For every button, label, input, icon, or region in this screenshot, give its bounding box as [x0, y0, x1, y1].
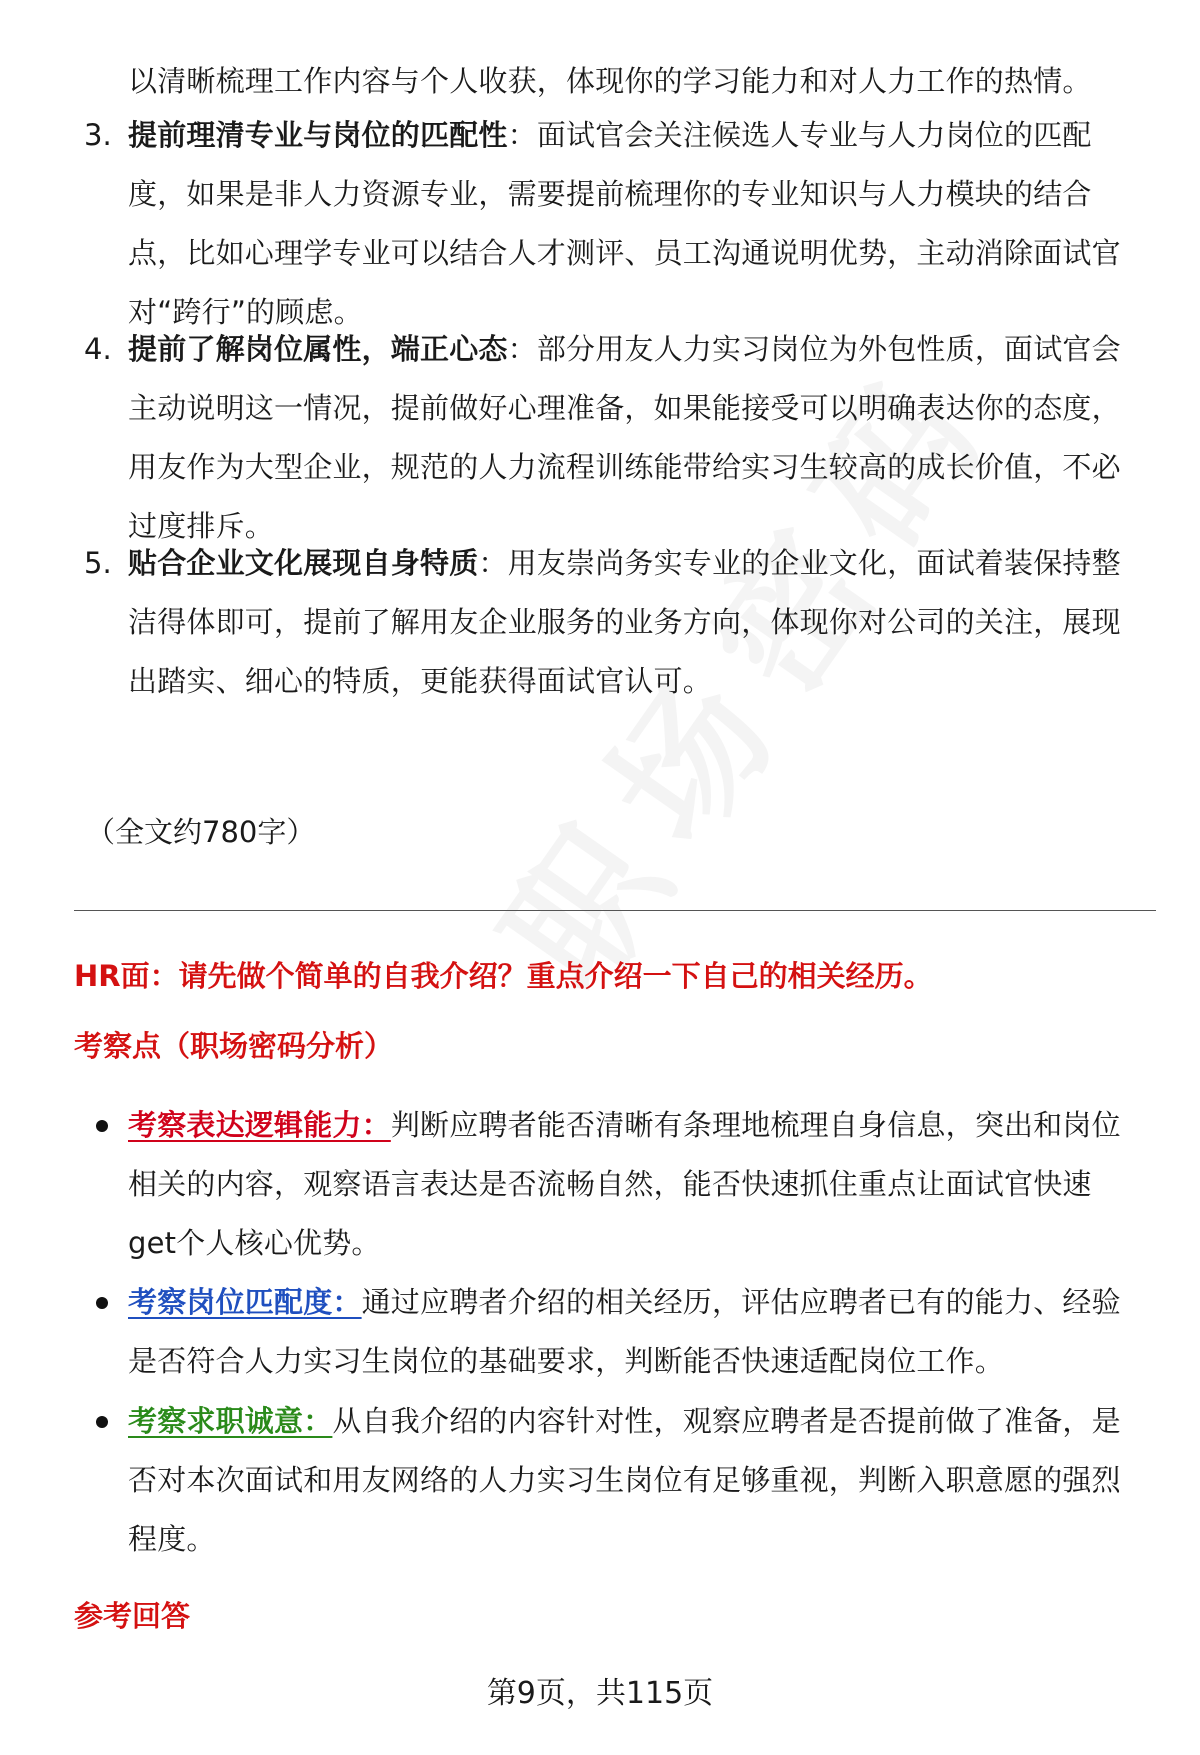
- list-number: 4.: [84, 332, 112, 366]
- answer-heading: 参考回答: [74, 1599, 191, 1633]
- page-footer: 第9页，共115页: [486, 1676, 714, 1711]
- list-item-3: 提前理清专业与岗位的匹配性：面试官会关注候选人专业与人力岗位的匹配 度，如果是非人力资源专业，需要提前梳理你的专业知识与人力模块的结合 点，比如心理学专业可以结合人才测评、员工沟通说明优势，主动消除面试官 对“跨行”的顾虑。: [128, 118, 1121, 329]
- bullet-dot: [96, 1416, 108, 1428]
- list-item-title: 提前了解岗位属性，端正心态: [128, 332, 508, 366]
- list-number: 5.: [84, 546, 112, 580]
- list-item-title: 提前理清专业与岗位的匹配性: [128, 118, 508, 152]
- bullet-dot: [96, 1120, 108, 1132]
- hr-question-heading: HR面：请先做个简单的自我介绍？重点介绍一下自己的相关经历。: [74, 959, 933, 993]
- bullet-label: 考察求职诚意：: [128, 1404, 333, 1438]
- word-count-note: （全文约780字）: [86, 815, 316, 849]
- bullet-dot: [96, 1297, 108, 1309]
- bullet-item: 考察表达逻辑能力：判断应聘者能否清晰有条理地梳理自身信息，突出和岗位 相关的内容，观察语言表达是否流畅自然，能否快速抓住重点让面试官快速 get个人核心优势。: [128, 1108, 1121, 1260]
- bullet-item: 考察求职诚意：从自我介绍的内容针对性，观察应聘者是否提前做了准备，是 否对本次面试和用友网络的人力实习生岗位有足够重视，判断入职意愿的强烈 程度。: [128, 1404, 1121, 1556]
- paragraph-continuation: 以清晰梳理工作内容与个人收获，体现你的学习能力和对人力工作的热情。: [128, 64, 1092, 98]
- list-item-5: 贴合企业文化展现自身特质：用友崇尚务实专业的企业文化，面试着装保持整 洁得体即可，提前了解用友企业服务的业务方向，体现你对公司的关注，展现 出踏实、细心的特质，更能获得面试官认可。: [128, 546, 1121, 698]
- section-divider: [74, 910, 1156, 911]
- bullet-item: 考察岗位匹配度：通过应聘者介绍的相关经历，评估应聘者已有的能力、经验 是否符合人力实习生岗位的基础要求，判断能否快速适配岗位工作。: [128, 1285, 1121, 1378]
- list-item-title: 贴合企业文化展现自身特质: [128, 546, 479, 580]
- list-item-4: 提前了解岗位属性，端正心态：部分用友人力实习岗位为外包性质，面试官会 主动说明这一情况，提前做好心理准备，如果能接受可以明确表达你的态度， 用友作为大型企业，规范的人力流程训练能带给实习生较高的成长价值，不必 过度排斥。: [128, 332, 1121, 543]
- section-title: 考察点（职场密码分析）: [74, 1029, 394, 1063]
- bullet-label: 考察表达逻辑能力：: [128, 1108, 391, 1142]
- list-number: 3.: [84, 118, 112, 152]
- bullet-label: 考察岗位匹配度：: [128, 1285, 362, 1319]
